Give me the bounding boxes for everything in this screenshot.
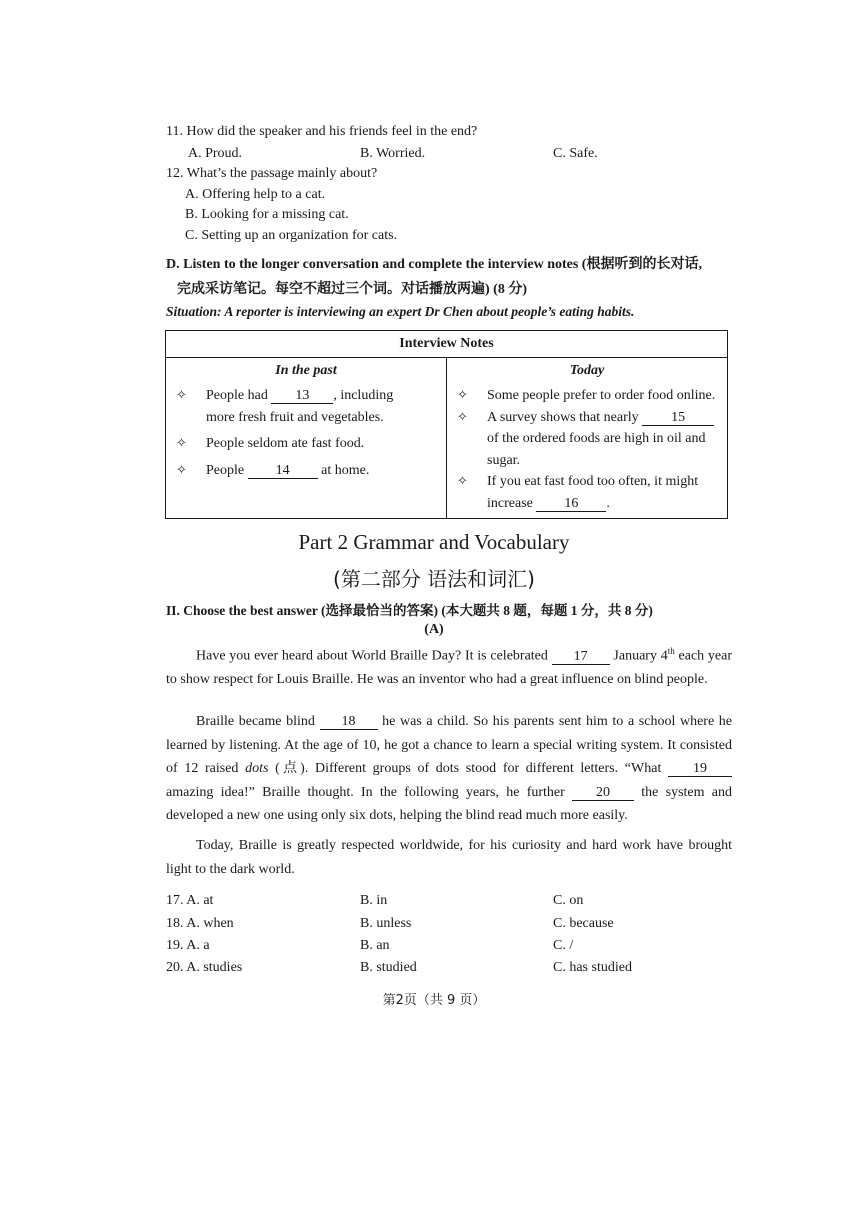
past-item-3: ✧ People 14 at home. <box>166 460 446 482</box>
section-ii-heading: II. Choose the best answer (选择最恰当的答案) (本大题共 8 题，每题 1 分，共 8 分) <box>166 603 653 618</box>
bullet-icon: ✧ <box>176 388 187 403</box>
option-18-b: B. unless <box>360 916 412 931</box>
today-item-3: ✧ If you eat fast food too often, it might increase 16 . <box>447 471 727 514</box>
option-17-a: 17. A. at <box>166 893 214 908</box>
blank-19[interactable]: 19 <box>668 761 732 777</box>
passage-paragraph-3: Today, Braille is greatly respected worldwide, for his curiosity and hard work have brought light to the dark world. <box>166 838 732 877</box>
option-17-c: C. on <box>553 893 584 908</box>
question-12: 12. What’s the passage mainly about? <box>166 166 378 181</box>
question-11: 11. How did the speaker and his friends feel in the end? <box>166 124 478 139</box>
bullet-icon: ✧ <box>457 409 468 425</box>
option-17-b: B. in <box>360 893 388 908</box>
q12-option-b: B. Looking for a missing cat. <box>185 207 349 222</box>
bullet-icon: ✧ <box>457 474 468 489</box>
option-20-c: C. has studied <box>553 960 632 975</box>
interview-notes-title: Interview Notes <box>166 331 728 358</box>
passage-label-a: (A) <box>424 622 444 637</box>
bullet-icon: ✧ <box>176 436 187 451</box>
q11-option-b: B. Worried. <box>360 146 426 161</box>
blank-13[interactable]: 13 <box>271 388 333 404</box>
blank-20[interactable]: 20 <box>572 785 634 801</box>
q12-option-c: C. Setting up an organization for cats. <box>185 228 398 243</box>
page-footer: 第2页（共 9 页） <box>382 993 486 1008</box>
today-item-1: ✧ Some people prefer to order food online. <box>447 385 727 407</box>
option-20-b: B. studied <box>360 960 417 975</box>
today-heading: Today <box>569 363 605 378</box>
blank-17[interactable]: 17 <box>552 649 610 665</box>
situation-text: Situation: A reporter is interviewing an expert Dr Chen about people’s eating habits. <box>166 304 635 319</box>
option-19-b: B. an <box>360 938 390 953</box>
blank-14[interactable]: 14 <box>248 463 318 479</box>
interview-notes-table <box>165 330 728 519</box>
q12-option-a: A. Offering help to a cat. <box>185 187 326 202</box>
option-19-a: 19. A. a <box>166 938 210 953</box>
past-column <box>166 358 447 519</box>
option-20-a: 20. A. studies <box>166 960 243 975</box>
bullet-icon: ✧ <box>176 462 187 478</box>
option-19-c: C. / <box>553 938 574 953</box>
past-heading: In the past <box>275 363 337 378</box>
past-item-1: ✧ People had 13 , including more fresh fruit and vegetables. <box>166 385 446 428</box>
section-d-heading-line1: D. Listen to the longer conversation and complete the interview notes (根据听到的长对话, <box>166 257 702 272</box>
option-18-c: C. because <box>553 916 614 931</box>
today-item-2: ✧ A survey shows that nearly 15 of the ordered foods are high in oil and sugar. <box>447 407 727 472</box>
blank-15[interactable]: 15 <box>642 410 714 426</box>
passage-paragraph-1: Have you ever heard about World Braille Day? It is celebrated 17 January 4th each year to show respect for Louis Braille. He was an inventor who had a great influence on blind people. <box>166 646 733 688</box>
blank-16[interactable]: 16 <box>536 496 606 512</box>
bullet-icon: ✧ <box>457 388 468 403</box>
blank-18[interactable]: 18 <box>320 714 378 730</box>
passage-paragraph-2: Braille became blind 18 he was a child. So his parents sent him to a school where he learned by listening. At the age of 10, he got a chance to learn a special writing system. It consisted of 12 raised dots (点). Different groups of dots stood for different letters. “What 19 amazing idea!” Braille thought. In the following years, he further 20 the system and developed a new one using only six dots, helping the blind read much more easily. <box>166 714 733 824</box>
part-2-subtitle: (第二部分 语法和词汇) <box>333 567 535 591</box>
q11-option-c: C. Safe. <box>553 146 598 161</box>
part-2-title: Part 2 Grammar and Vocabulary <box>298 530 570 554</box>
section-d-heading-line2: 完成采访笔记。每空不超过三个词。对话播放两遍) (8 分) <box>177 282 527 297</box>
option-18-a: 18. A. when <box>166 916 234 931</box>
today-column <box>447 358 728 519</box>
past-item-2: ✧ People seldom ate fast food. <box>166 433 446 455</box>
q11-option-a: A. Proud. <box>188 146 243 161</box>
